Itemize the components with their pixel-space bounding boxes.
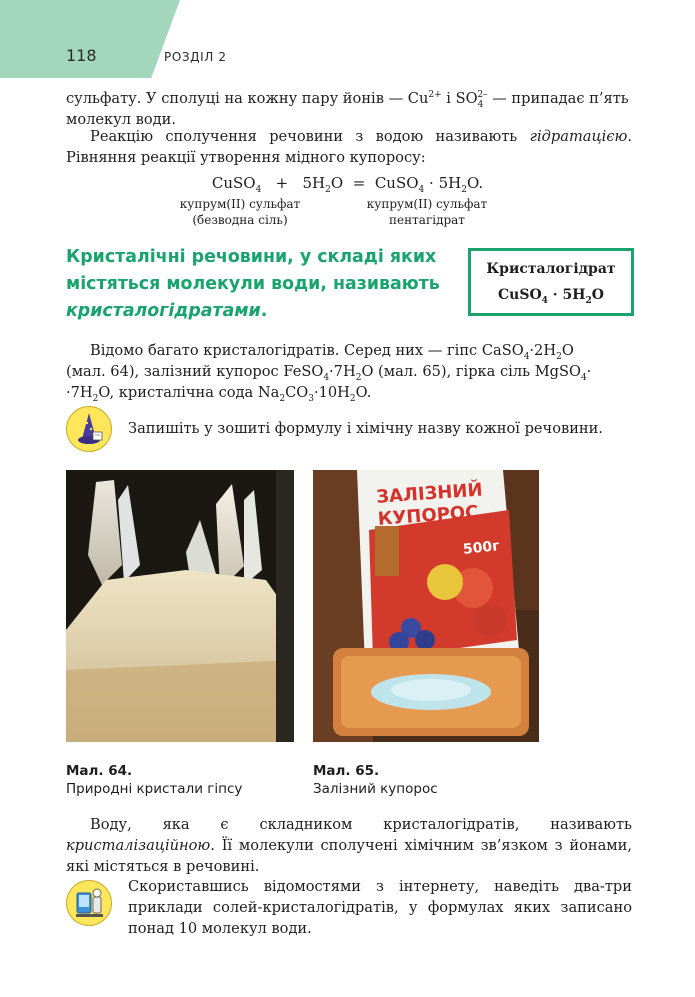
gypsum-crystals-photo — [66, 470, 294, 742]
definition-formula: CuSO$_4$ · $5H_2O$ — [498, 287, 604, 306]
paragraph-4: Воду, яка є складником кристалогідратів, називають кристалізаційною. Її молекули сполучені хімічним зв’язком з йонами, які містяться в речовині. — [66, 816, 632, 875]
paragraph-1-line-1: сульфату. У сполуці на кожну пару йонів — $Cu^{2+}$ і $SO_4^{2-}$ — припадає п’ять — [66, 90, 629, 110]
paragraph-2: Реакцію сполучення речовини з водою називають гідратацією. Рівняння реакції утворення мідного купоросу: — [66, 128, 632, 166]
chapter-tab — [0, 0, 180, 78]
task-1-text: Запишіть у зошиті формулу і хімічну назву кожної речовини. — [128, 420, 604, 437]
definition-box — [468, 248, 634, 316]
page-number: 118 — [66, 46, 97, 65]
wizard-task-icon — [66, 406, 112, 452]
figure-65-caption: Мал. 65. Залізний купорос — [313, 763, 438, 797]
figure-64-caption: Мал. 64. Природні кристали гіпсу — [66, 763, 243, 797]
research-task-icon — [66, 880, 112, 926]
key-rule: Кристалічні речовини, у складі яких містяться молекули води, називають кристалогідратами. — [66, 247, 440, 321]
definition-title: Кристалогідрат — [486, 261, 616, 277]
paragraph-3-line-1: Відомо багато кристалогідратів. Серед них — гіпс $CaSO_4\cdot 2H_2O$ — [90, 342, 574, 362]
section-title: РОЗДІЛ 2 — [164, 50, 227, 64]
paragraph-1-line-2: молекул води. — [66, 111, 177, 128]
ferrous-sulfate-photo — [313, 470, 539, 742]
task-2-text: Скориставшись відомостями з інтернету, наведіть два-три приклади солей-кристалогідратів, у формулах яких записано понад 10 молекул води. — [128, 878, 632, 937]
equation-caption-left: купрум(ІІ) сульфат (безводна сіль) — [179, 197, 301, 227]
paragraph-3-line-2: (мал. 64), залізний купорос $FeSO_4\cdot 7H_2O$ (мал. 65), гірка сіль MgSO$_4$· — [66, 363, 592, 383]
package-weight: 500г — [462, 538, 501, 558]
hydration-equation: CuSO$_4$ + $5H_2O$ = CuSO$_4$ · $5H_2O$. — [211, 174, 484, 195]
paragraph-3-line-3: $\cdot 7H_2O$, кристалічна сода $Na_2CO_3\cdot 10H_2O$. — [66, 384, 372, 404]
package-label: ЗАЛІЗНИЙ КУПОРОС — [375, 479, 484, 530]
equation-caption-right: купрум(ІІ) сульфат пентагідрат — [366, 197, 488, 227]
